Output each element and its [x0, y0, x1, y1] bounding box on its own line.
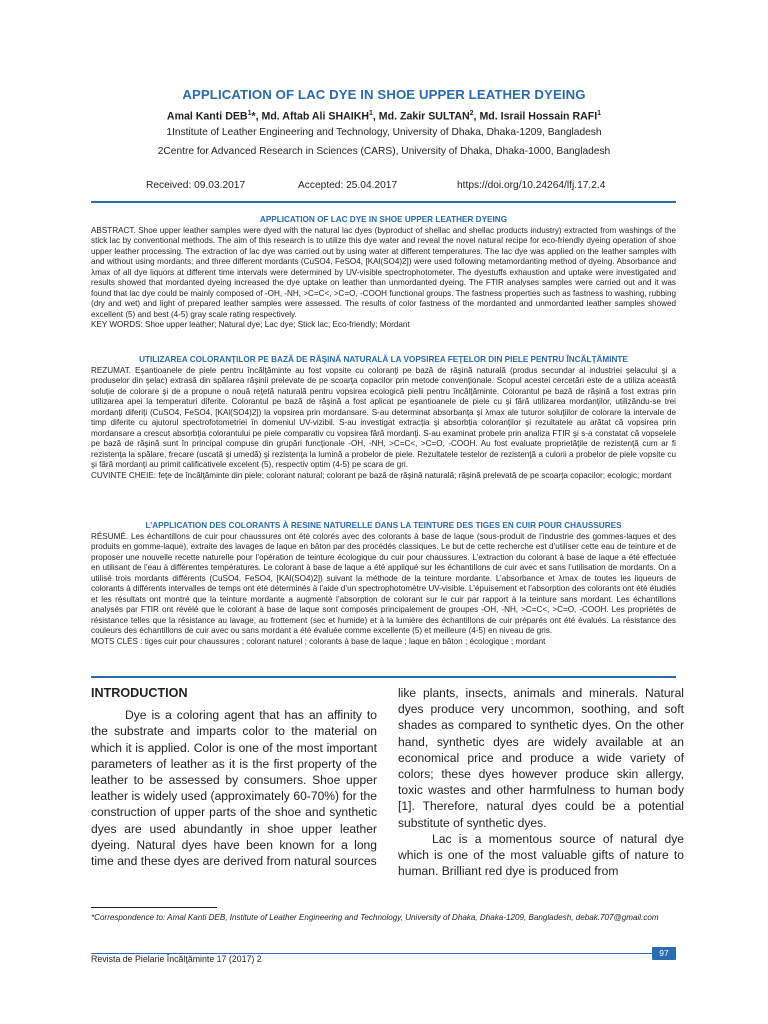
doi-link[interactable]: https://doi.org/10.24264/lfj.17.2.4	[457, 180, 606, 191]
abstract-french	[91, 521, 676, 647]
abstract-romanian	[91, 355, 676, 481]
author-affiliation-mark: 1	[369, 110, 373, 117]
author-separator: ,	[372, 110, 379, 123]
abstract-french-title: L’APPLICATION DES COLORANTS À RESINE NATURELLE DANS LA TEINTURE DES TIGES EN CUIR POUR CHAUSSURES	[145, 521, 622, 530]
correspondence-footnote: *Correspondence to: Amal Kanti DEB, Institute of Leather Engineering and Technology, University of Dhaka, Dhaka-1209, Bangladesh, debak.707@gmail.com	[91, 913, 659, 922]
abstract-romanian-keywords: CUVINTE CHEIE: feţe de încălţăminte din piele; colorant natural; colorant pe bază de răşină naturală; răşină prelevată de pe scoarţa copacilor; ecologic; mordant	[91, 470, 672, 480]
author-affiliation-mark: 1	[597, 110, 602, 117]
abstract-romanian-text: REZUMAT. Eşantioanele de piele pentru încălţăminte au fost vopsite cu coloranţi pe bază de răşină naturală (produs secundar al industriei şelacului şi a produselor din şelac) extrasă din spălarea răşinii prelevate de pe scoarţa copacilor prin metode convenţionale. Scopul acestei cercetări este de a utiliza această soluţie de colorare şi de a propune o nouă reţetă naturală pentru vopsirea ecologică pielii pentru încălţăminte. Colorantul pe bază de răşină a fost extras prin utilizarea apei la temperaturi diferite. Colorantul pe bază de răşină a fost aplicat pe eşantioanele de piele cu şi fără utilizarea mordanţilor, utilizându-se trei mordanţi diferiţi (CuSO4, FeSO4, [KAl(SO4)2]) la vopsirea prin mordansare. S-au determinat absorbanţa şi λmax ale tuturor soluţiilor de colorare la intervale de timp diferite cu ajutorul spectrofotometriei în domeniul UV-vizibil. S-au investigat extracţia şi absorbţia coloranţilor şi rezultatele au arătat că vopsirea prin mordansare a crescut absorbţia colorantului pe piele comparativ cu vopsirea fără mordanţi. S-au examinat probele prin analiza FTIR şi s-a constatat că vopselele pe bază de răşină sunt în principal compuse din grupări funcţionale -OH, -NH, >C=C<, >C=O, -COOH. Au fost evaluate proprietăţile de rezistenţă cum ar fi rezistenţa la spălare, frecare (uscată şi umedă) şi rezistenţa la lumină a probelor de piele. Rezultatele testelor de rezistenţă a culorii a probelor de piele vopsite cu şi fără mordanţi au primit calificativele excelent (5), respectiv optim (4-5) pe scara de gri.	[91, 365, 676, 469]
body-paragraph: like plants, insects, animals and minerals. Natural dyes produce very uncommon, soothing, and soft shades as compared to synthetic dyes. On the other hand, synthetic dyes are widely available at an economical price and produce a wide variety of colors; these dyes however produce skin allergy, toxic wastes and other harmfulness to human body [1]. Therefore, natural dyes could be a potential substitute of synthetic dyes.	[398, 686, 684, 830]
journal-citation: Revista de Pielarie Încălţăminte 17 (2017) 2	[91, 954, 262, 964]
abstract-french-keywords: MOTS CLÉS : tiges cuir pour chaussures ; colorant naturel ; colorants à base de laque ; laque en bâton ; écologique ; mordant	[91, 636, 546, 646]
author-affiliation-mark: 1	[247, 110, 252, 117]
author-separator: *,	[251, 110, 262, 123]
body-paragraph: Dye is a coloring agent that has an affinity to the substrate and imparts color to the material on which it is applied. Color is one of the most important parameters of leather as it is the first property of the leather to be assessed by consumers. Shoe upper leather is widely used (approximately 60-70%) for the construction of upper parts of the shoe and synthetic dyes are used abundantly in shoe upper leather dyeing. Natural dyes have been known for a long time and these dyes are derived from natural sources	[91, 708, 377, 869]
abstract-english-text: ABSTRACT. Shoe upper leather samples were dyed with the natural lac dyes (byproduct of shellac and shellac products industry) extracted from washings of the stick lac by conventional methods. The aim of this research is to utilize this dye water and reveal the novel natural recipe for eco-friendly dyeing operation of shoe upper leather processing. The extraction of lac dye was carried out by using water at different temperatures. The lac dye was applied on the leather samples with and without using mordants; and three different mordants (CuSO4, FeSO4, [KAl(SO4)2]) were used following metamordanting method of dyeing. Absorbance and λmax of all dye liquors at different time intervals were determined by UV-visible spectrophotometer. The dyestuffs exhaustion and uptake were investigated and results showed that mordanted dyeing increased the dye uptake on leather than unmordanted dyeing. The FTIR analyses samples were carried out and it was found that lac dye could be mainly composed of -OH, -NH, >C=C<, >C=O, -COOH functional groups. The fastness properties such as fastness to washing, rubbing (dry and wet) and light of prepared leather samples were assessed. The results of color fastness of the mordanted and unmordanted leather samples showed excellent (5) and best (4-5) gray scale rating respectively.	[91, 225, 676, 319]
abstract-divider	[91, 676, 676, 678]
accepted-date: Accepted: 25.04.2017	[298, 180, 398, 191]
header-divider	[91, 201, 676, 203]
author-name: Md. Aftab Ali SHAIKH	[261, 110, 369, 123]
affiliation-1: 1Institute of Leather Engineering and Technology, University of Dhaka, Dhaka-1209, Bangladesh	[166, 127, 602, 138]
footnote-divider	[91, 907, 217, 908]
abstract-romanian-title: UTILIZAREA COLORANŢILOR PE BAZĂ DE RĂŞINĂ NATURALĂ LA VOPSIREA FEŢELOR DIN PIELE PENTRU ÎNCĂLŢĂMINTE	[139, 355, 628, 364]
abstract-english	[91, 215, 676, 331]
author-affiliation-mark: 2	[469, 110, 474, 117]
affiliation-2: 2Centre for Advanced Research in Sciences (CARS), University of Dhaka, Dhaka-1000, Bangladesh	[157, 146, 611, 157]
author-list	[0, 110, 768, 123]
body-column-right	[398, 685, 684, 879]
received-date: Received: 09.03.2017	[146, 180, 246, 191]
author-name: Md. Zakir SULTAN	[378, 110, 470, 123]
section-heading: INTRODUCTION	[91, 686, 188, 700]
author-separator: ,	[473, 110, 480, 123]
body-paragraph: Lac is a momentous source of natural dye which is one of the most valuable gifts of nature to human. Brilliant red dye is produced from	[398, 831, 684, 879]
abstract-french-text: RÉSUMÉ. Les échantillons de cuir pour chaussures ont été colorés avec des colorants à base de laque (sous-produit de l’industrie des gommes-laques et des produits en gomme-laque), extraite des lavages de laque en bâton par des procédés classiques. Le but de cette recherche est d’utiliser cette eau de teinture et de proposer une nouvelle recette naturelle pour l’opération de teinture écologique du cuir pour chaussures. L’extraction du colorant à base de laque a été effectuée en utilisant de l’eau à différentes températures. Le colorant à base de laque a été appliqué sur les échantillons de cuir avec et sans l’utilisation de mordants. On a utilisé trois mordants différents (CuSO4, FeSO4, [KAl(SO4)2]) suivant la méthode de la teinture mordante. L’absorbance et λmax de toutes les liqueurs de colorants à différents intervalles de temps ont été déterminés à l’aide d’un spectrophotomètre UV-visible. L’épuisement et l’absorption des colorants ont été étudiés et les résultats ont montré que la teinture mordante a augmenté l’absorption de colorant sur le cuir par rapport à la teinture sans mordant. Les échantillons analysés par FTIR ont révélé que le colorant à base de laque sont composés principalement de groupes -OH, -NH, >C=C<, >C=O, -COOH. Les propriétés de résistance telles que la résistance au lavage, au frottement (sec et humide) et à la lumière des échantillons de cuir préparés ont été évalués. La résistance des couleurs des échantillons de cuir avec ou sans mordant a été évaluée comme excellente (5) et meilleure (4-5) en niveau de gris.	[91, 531, 676, 635]
abstract-english-keywords: KEY WORDS: Shoe upper leather; Natural dye; Lac dye; Stick lac; Eco-friendly; Mordant	[91, 320, 410, 329]
paper-title: APPLICATION OF LAC DYE IN SHOE UPPER LEATHER DYEING	[182, 87, 586, 102]
author-name: Amal Kanti DEB	[166, 110, 248, 123]
body-column-left	[91, 685, 377, 869]
abstract-english-title: APPLICATION OF LAC DYE IN SHOE UPPER LEATHER DYEING	[259, 215, 508, 224]
author-name: Md. Israil Hossain RAFI	[479, 110, 598, 123]
page-number-badge: 97	[652, 947, 676, 960]
